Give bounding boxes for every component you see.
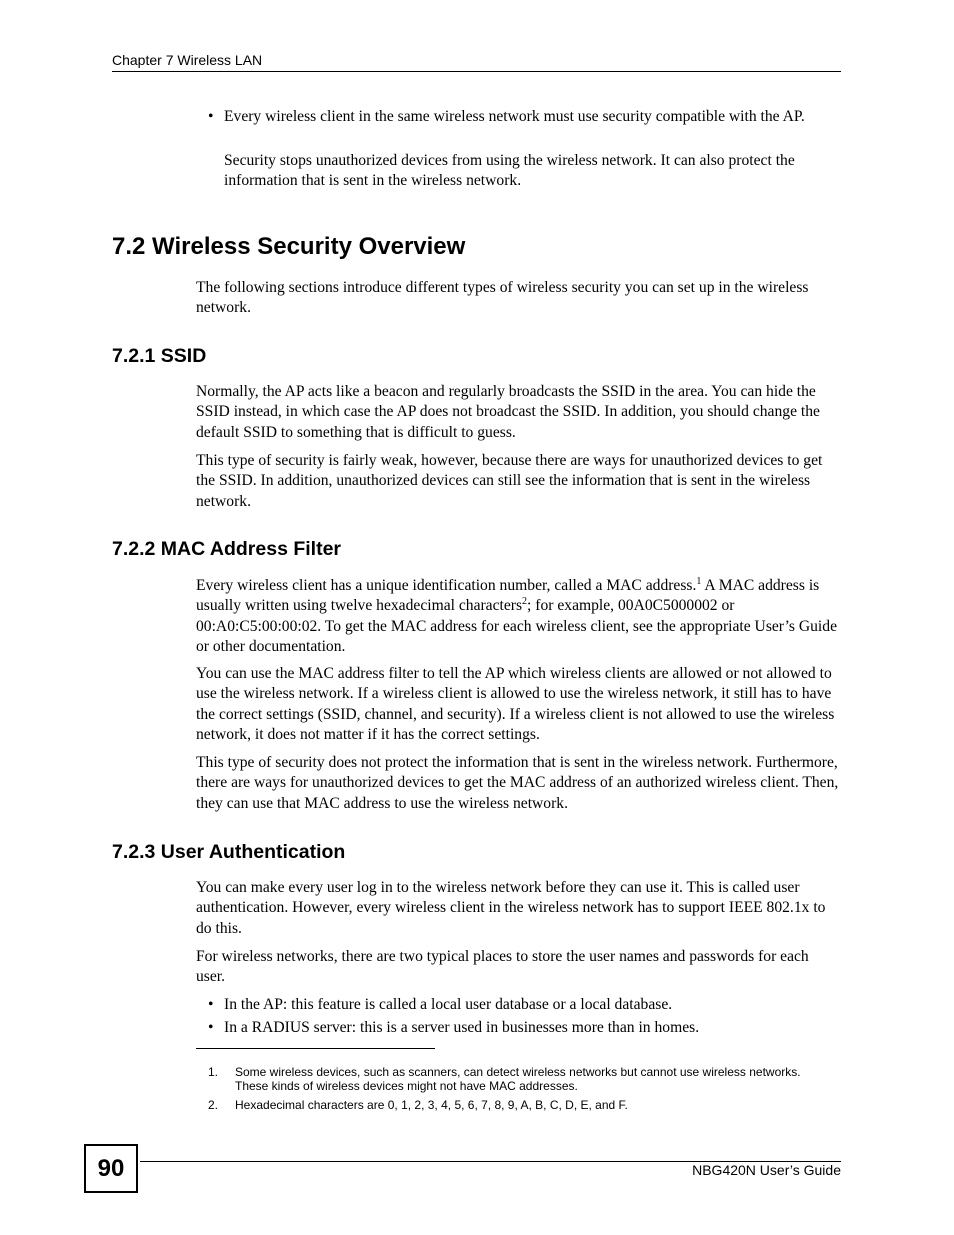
footnote-rule xyxy=(196,1048,435,1049)
footnote-ref-2: 2 xyxy=(522,596,528,608)
intro-bullet-text: Every wireless client in the same wireless network must use security compatible with the AP. xyxy=(224,108,805,125)
ssid-paragraph-2: This type of security is fairly weak, however, because there are ways for unauthorized devices to get the SSID. In addition, unauthorized devices can still see the information that is sent in the wireless network. xyxy=(196,452,823,510)
mac-para1-part-c: ; for example, 00A0C5000002 or 00:A0:C5:00:00:02. To get the MAC address for each wireless client, see the appropriate User’s Guide or other documentation. xyxy=(196,597,837,655)
bullet-icon: • xyxy=(208,996,214,1013)
guide-title: NBG420N User’s Guide xyxy=(692,1162,841,1178)
footnote-2-text: Hexadecimal characters are 0, 1, 2, 3, 4, 5, 6, 7, 8, 9, A, B, C, D, E, and F. xyxy=(235,1098,628,1112)
bullet-icon: • xyxy=(208,1019,214,1036)
page-number: 90 xyxy=(84,1144,138,1193)
running-header: Chapter 7 Wireless LAN xyxy=(112,52,263,68)
mac-heading: 7.2.2 MAC Address Filter xyxy=(112,538,342,560)
ssid-heading: 7.2.1 SSID xyxy=(112,345,207,367)
auth-bullet-1-text: In the AP: this feature is called a local user database or a local database. xyxy=(224,996,673,1013)
section-paragraph: The following sections introduce different types of wireless security you can set up in the wireless network. xyxy=(196,279,809,317)
ssid-paragraph-1: Normally, the AP acts like a beacon and regularly broadcasts the SSID in the area. You can hide the SSID instead, in which case the AP does not broadcast the SSID. In addition, you should change the default SSID to something that is difficult to guess. xyxy=(196,383,820,441)
footnote-1-text: Some wireless devices, such as scanners, can detect wireless networks but cannot use wireless networks. These kinds of wireless devices might not have MAC addresses. xyxy=(235,1065,801,1093)
footnote-ref-1: 1 xyxy=(696,576,702,587)
bullet-icon: • xyxy=(208,108,214,125)
mac-paragraph-3: This type of security does not protect the information that is sent in the wireless network. Furthermore, there are ways for unauthorized devices to get the MAC address of an authorized wireless client. Then, they can use that MAC address to use the wireless network. xyxy=(196,754,839,812)
footnote-2-number: 2. xyxy=(208,1098,219,1112)
mac-para1-part-b: A MAC address is usually written using twelve hexadecimal characters xyxy=(196,577,820,615)
mac-paragraph-2: You can use the MAC address filter to tell the AP which wireless clients are allowed or not allowed to use the wireless network. If a wireless client is allowed to use the wireless network, it still has to have the correct settings (SSID, channel, and security). If a wireless client is not allowed to use the wireless network, it does not matter if it has the correct settings. xyxy=(196,665,835,743)
auth-paragraph-2: For wireless networks, there are two typical places to store the user names and passwords for each user. xyxy=(196,948,809,986)
section-heading: 7.2 Wireless Security Overview xyxy=(112,233,466,260)
mac-para1-part-a: Every wireless client has a unique identification number, called a MAC address. xyxy=(196,577,697,594)
auth-bullet-2-text: In a RADIUS server: this is a server used in businesses more than in homes. xyxy=(224,1019,700,1036)
intro-paragraph: Security stops unauthorized devices from using the wireless network. It can also protect the information that is sent in the wireless network. xyxy=(224,152,795,190)
mac-paragraph-1 xyxy=(196,576,841,657)
auth-paragraph-1: You can make every user log in to the wireless network before they can use it. This is called user authentication. However, every wireless client in the wireless network has to support IEEE 802.1x to do this. xyxy=(196,879,826,937)
header-rule xyxy=(112,71,841,72)
footnote-1-number: 1. xyxy=(208,1065,219,1079)
auth-heading: 7.2.3 User Authentication xyxy=(112,841,346,863)
